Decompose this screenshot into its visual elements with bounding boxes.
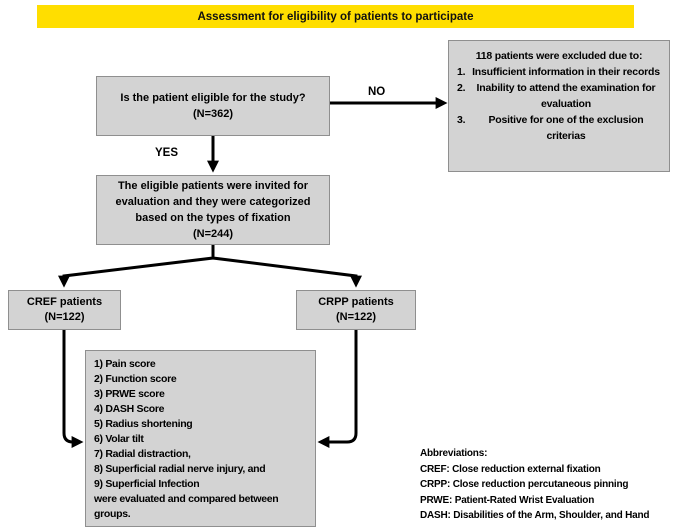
outcome-item: 5) Radius shortening <box>94 418 193 430</box>
excluded-item-number: 3. <box>457 114 466 126</box>
abbreviation-item: CREF: Close reduction external fixation <box>420 463 601 475</box>
no-branch-label: NO <box>368 86 386 98</box>
invited-text-line: based on the types of fixation <box>135 212 291 224</box>
abbreviation-item: PRWE: Patient-Rated Wrist Evaluation <box>420 494 595 506</box>
excluded-patients-box <box>448 40 670 172</box>
cref-label: CREF patients <box>26 296 103 308</box>
excluded-item-text: Inability to attend the examination for evaluation <box>476 82 656 110</box>
outcome-item: 8) Superficial radial nerve injury, and <box>94 463 266 475</box>
eligibility-question-text: Is the patient eligible for the study? <box>120 92 306 104</box>
arrow-to-cref <box>64 245 213 284</box>
excluded-title: 118 patients were excluded due to: <box>475 50 643 62</box>
excluded-item <box>455 112 663 144</box>
abbreviations-title: Abbreviations: <box>420 448 488 459</box>
outcome-item: 9) Superficial Infection <box>94 478 200 490</box>
eligibility-question-box <box>96 76 330 136</box>
excluded-item <box>455 64 663 80</box>
excluded-item <box>455 80 663 112</box>
excluded-item-text: Positive for one of the exclusion criterias <box>488 114 644 142</box>
invited-count: (N=244) <box>192 228 234 240</box>
invited-patients-box <box>96 175 330 245</box>
arrow-crpp-to-outcomes <box>321 330 356 442</box>
excluded-item-number: 1. <box>457 66 466 78</box>
excluded-item-text: Insufficient information in their records <box>472 66 660 78</box>
outcome-item: 6) Volar tilt <box>94 433 144 445</box>
arrow-cref-to-outcomes <box>64 330 80 442</box>
eligibility-count: (N=362) <box>192 108 234 120</box>
yes-branch-label: YES <box>155 147 179 159</box>
title-banner-text: Assessment for eligibility of patients to participate <box>197 10 474 23</box>
abbreviation-item: CRPP: Close reduction percutaneous pinning <box>420 479 629 490</box>
arrow-to-crpp <box>213 245 356 284</box>
crpp-label: CRPP patients <box>318 296 394 308</box>
invited-text-line: evaluation and they were categorized <box>115 196 311 208</box>
crpp-count: (N=122) <box>335 311 377 323</box>
abbreviations-block <box>420 446 684 524</box>
title-banner <box>37 5 634 28</box>
excluded-item-number: 2. <box>457 82 466 94</box>
crpp-patients-box <box>296 290 416 330</box>
outcome-item: 2) Function score <box>94 373 177 385</box>
outcomes-footer: were evaluated and compared between groups. <box>94 493 279 520</box>
cref-count: (N=122) <box>44 311 85 323</box>
invited-text-line: The eligible patients were invited for <box>117 180 309 192</box>
outcome-item: 1) Pain score <box>94 358 156 370</box>
outcomes-box <box>85 350 316 527</box>
abbreviation-item: DASH: Disabilities of the Arm, Shoulder, and Hand <box>420 510 650 521</box>
outcome-item: 4) DASH Score <box>94 403 165 415</box>
outcome-item: 3) PRWE score <box>94 388 165 400</box>
outcome-item: 7) Radial distraction, <box>94 448 191 460</box>
cref-patients-box <box>8 290 121 330</box>
